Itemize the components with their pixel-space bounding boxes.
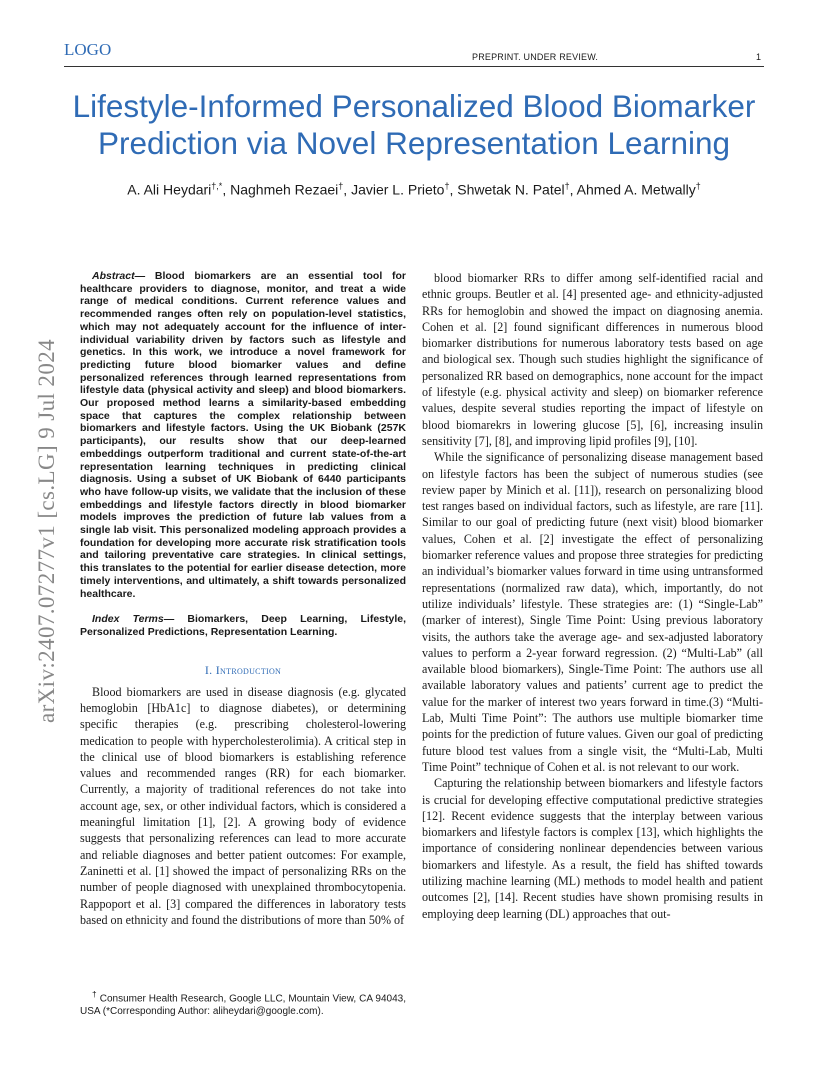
author-name: Javier L. Prieto [351,181,445,198]
intro-paragraph: Blood biomarkers are used in disease diagnosis (e.g. glycated hemoglobin [HbA1c] to diagnose diabetes), or determining specific therapies (e.g. prescribing cholesterol-lowering medication to people with hypercholesterolimia). A critical step in the clinical use of blood biomarkers is establishing reference values and recommended ranges (RR) for each biomarker. Currently, a majority of traditional references do not take into account age, sex, or other individual factors, which is considered a meaningful limitation [1], [2]. A growing body of evidence suggests that personalizing references can lead to more accurate and reliable diagnoses and better patient outcomes: For example, Zaninetti et al. [1] showed the impact of personalizing RRs on the number of people diagnosed with unexplained thrombocytopenia. Rappoport et al. [3] compared the differences in laboratory tests based on ethnicity and found the distributions of more than 50% of [80,684,406,927]
page-number: 1 [756,52,762,62]
abstract-text: Blood biomarkers are an essential tool for healthcare providers to diagnose, monitor, and treat a wide range of medical conditions. Current reference values and recommended ranges often rely on population-level statistics, which may not adequately account for the influence of inter-individual variability driven by factors such as lifestyle and genetics. In this work, we introduce a novel framework for predicting future blood biomarker values and define personalized references through learned representations from lifestyle data (physical activity and sleep) and blood biomarkers. Our proposed method learns a similarity-based embedding space that captures the complex relationship between biomarkers and lifestyle factors. Using the UK Biobank (257K participants), our results show that our deep-learned embeddings outperform traditional and current state-of-the-art representation learning techniques in predicting clinical diagnosis. Using a subset of UK Biobank of 6440 participants who have follow-up visits, we validate that the inclusion of these embeddings and lifestyle factors directly in blood biomarker models improves the prediction of future lab values from a single lab visit. This personalized modeling approach provides a foundation for developing more accurate risk stratification tools and tailoring preventative care strategies. In clinical settings, this translates to the potential for earlier disease detection, more timely interventions, and ultimately, a shift towards personalized healthcare. [80,270,406,600]
arxiv-stamp: arXiv:2407.07277v1 [cs.LG] 9 Jul 2024 [34,338,59,723]
body-paragraph: While the significance of personalizing disease management based on lifestyle factors has been the subject of numerous studies (see review paper by Minich et al. [11]), research on personalizing blood test ranges based on individual factors, such as lifestyle, are rare [11]. Similar to our goal of predicting future (next visit) blood biomarker values, Cohen et al. [2] investigate the effect of personalizing biomarker reference values and propose three strategies for predicting an individual’s biomarker values forward in time using untransformed representations (normalized raw data), which, importantly, do not utilize individuals’ lifestyle. These strategies are: (1) “Single-Lab” (marker of interest), Single Time Point: Using previous laboratory visits, the authors take the average age- and sex-adjusted laboratory values to perform a 2-year forward regression. (2) “Multi-Lab” (all available blood biomarkers), Single-Time Point: The authors use all available laboratory values and patients’ current age to predict the value for the marker of interest two years forward in time.(3) “Multi-Lab, Multi Time Point”: The authors use multiple biomarker time points for the prediction of future values. Given our goal of predicting future blood test values from a single visit, the “Multi-Lab, Multi Time Point” technique of Cohen et al. is not relevant to our work. [422,450,763,774]
author-mark: †,* [211,181,223,191]
left-column [80,270,406,928]
abstract-label: Abstract [92,270,135,282]
running-head: PREPRINT. UNDER REVIEW. [472,52,599,62]
right-column [422,270,763,922]
author-mark: † [338,181,344,191]
body-paragraph: Capturing the relationship between biomarkers and lifestyle factors is crucial for developing effective computational predictive strategies [12]. Recent evidence suggests that the interplay between various biomarkers and lifestyle factors is complex [13], which highlights the importance of considering nonlinear dependencies between various biomarkers and lifestyle. As a result, the field has shifted towards utilizing machine learning (ML) methods to model health and patient outcomes [2], [14]. Recent studies have shown promising results in employing deep learning (DL) approaches that out- [422,776,763,921]
abstract: Abstract— Blood biomarkers are an essential tool for healthcare providers to diagnose, monitor, and treat a wide range of medical conditions. Current reference values and recommended ranges often rely on population-level statistics, which may not adequately account for the influence of inter-individual variability driven by factors such as lifestyle and genetics. In this work, we introduce a novel framework for predicting future blood biomarker values and define personalized references through learned representations from lifestyle data (physical activity and sleep) and blood biomarkers. Our proposed method learns a similarity-based embedding space that captures the complex relationship between biomarkers and lifestyle factors. Using the UK Biobank (257K participants), our results show that our deep-learned embeddings outperform traditional and current state-of-the-art representation learning techniques in predicting clinical diagnosis. Using a subset of UK Biobank of 6440 participants who have follow-up visits, we validate that the inclusion of these embeddings and lifestyle factors directly in blood biomarker models improves the prediction of future lab values from a single lab visit. This personalized modeling approach provides a foundation for developing more accurate risk stratification tools and tailoring preventative care strategies. In clinical settings, this translates to the potential for earlier disease detection, more timely interventions, and ultimately, a shift towards personalized healthcare. [80,270,406,600]
author-mark: † [444,181,450,191]
footnote [80,988,406,1018]
index-terms-text: Biomarkers, Deep Learning, Lifestyle, Personalized Predictions, Representation Learning. [80,613,407,638]
index-terms: Index Terms— Biomarkers, Deep Learning, Lifestyle, Personalized Predictions, Representation Learning. [80,613,407,638]
body-paragraph: blood biomarker RRs to differ among self-identified racial and ethnic groups. Beutler et al. [4] presented age- and ethnicity-adjusted RRs for hemoglobin and showed the impact on diagnosing anemia. Cohen et al. [2] found significant differences in numerous blood biomarker distributions for numerous laboratory tests based on age and biological sex. Though such studies highlight the significance of personalized RR based on demographics, none account for the impact of lifestyle (e.g. physical activity and sleep) on biomarker reference values, despite several studies reporting the impact of lifestyle on blood biomarekrs in lowering glucose [5], [6], increasing insulin sensitivity [7], [8], and improving lipid profiles [9], [10]. [422,271,763,448]
author-mark: † [695,181,701,191]
paper-title: Lifestyle-Informed Personalized Blood Biomarker Prediction via Novel Representation Learning [72,88,756,161]
author-name: Shwetak N. Patel [457,181,565,198]
author-name: Naghmeh Rezaei [230,181,339,198]
footnote-text: Consumer Health Research, Google LLC, Mountain View, CA 94043, USA (*Corresponding Author: aliheydari@google.com). [80,993,406,1018]
header-rule [64,66,764,67]
footnote-mark: † [92,989,97,999]
section-heading: I. Introduction [204,662,282,677]
logo: LOGO [64,40,112,59]
author-name: Ahmed A. Metwally [576,181,696,198]
index-terms-label: Index Terms [92,613,164,626]
author-mark: † [564,181,570,191]
author-name: A. Ali Heydari [127,181,212,198]
author-list: A. Ali Heydari†,*, Naghmeh Rezaei†, Javier L. Prieto†, Shwetak N. Patel†, Ahmed A. Metwally† [127,181,701,198]
